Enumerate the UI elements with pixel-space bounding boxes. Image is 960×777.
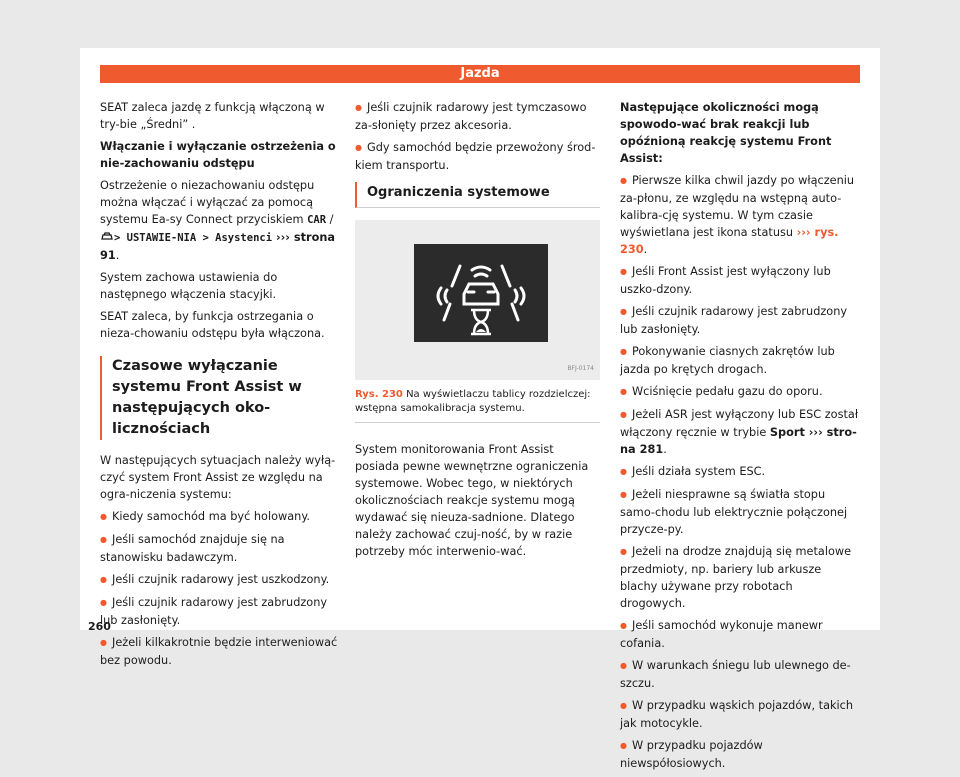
list-item: ● W przypadku wąskich pojazdów, takich jak motocykle. [620, 697, 860, 732]
settings-menu-icon [100, 231, 114, 241]
section-title-temporary-disable: Czasowe wyłączanie systemu Front Assist w następujących oko-licznościach [100, 356, 338, 440]
car-icon: CAR [307, 214, 327, 226]
intro-paragraph: SEAT zaleca jazdę z funkcją włączoną w try-bie „Średni” . [100, 101, 325, 131]
list-item: ● Jeśli samochód znajduje się na stanowisku badawczym. [100, 531, 338, 566]
dashboard-display [414, 244, 548, 342]
list-item: ● Gdy samochód będzie przewożony środ-kiem transportu. [355, 139, 600, 174]
list-item: ● Jeżeli na drodze znajdują się metalowe przedmioty, np. bariery lub arkusze blachy używane przy robotach drogowych. [620, 543, 860, 612]
list-item: ● Jeśli czujnik radarowy jest tymczasowo za-słonięty przez akcesoria. [355, 99, 600, 134]
list-item: ● Jeżeli ASR jest wyłączony lub ESC został włączony ręcznie w trybie Sport ››› stro-na 281. [620, 406, 860, 458]
list-item: ● Wciśnięcie pedału gazu do oporu. [620, 383, 860, 401]
sport-mode-link[interactable]: Sport ››› stro-na 281 [620, 426, 857, 456]
list-item: ● W przypadku pojazdów niewspółosiowych. [620, 737, 860, 772]
column-left [100, 99, 338, 674]
figure-caption: Rys. 230 Na wyświetlaczu tablicy rozdzielczej: wstępna samokalibracja systemu. [355, 388, 600, 423]
front-assist-calibration-icon [414, 244, 548, 342]
column-middle [355, 99, 600, 565]
column-right [620, 99, 860, 777]
list-item: ● Jeśli samochód wykonuje manewr cofania. [620, 617, 860, 652]
page-link[interactable]: ››› strona 91 [100, 231, 336, 262]
list-item: ● Jeżeli kilkakrotnie będzie interweniować bez powodu. [100, 634, 338, 669]
figure-code: BFJ-0174 [567, 365, 594, 372]
figure-230 [355, 220, 600, 380]
list-item: ● Pokonywanie ciasnych zakrętów lub jazda po krętych drogach. [620, 343, 860, 378]
settings-retained-paragraph: System zachowa ustawienia do następnego włączenia stacyjki. [100, 271, 278, 301]
section-intro: W następujących sytuacjach należy wyłą-czyć system Front Assist ze względu na ogra-niczenia systemu: [100, 454, 336, 501]
page-number: 260 [88, 620, 111, 633]
list-item: ● Jeśli czujnik radarowy jest zabrudzony lub zasłonięty. [620, 303, 860, 338]
figure-link[interactable]: ››› rys. 230 [620, 226, 839, 256]
limits-paragraph: System monitorowania Front Assist posiada pewne wewnętrzne ograniczenia systemowe. Wobec tego, w niektórych okolicznościach reakcje systemu mogą wydawać się nieuza-sadnione. Dlatego należy zachować czuj-ność, by w razie potrzeby móc interwenio-wać. [355, 443, 589, 558]
subheading-no-reaction: Następujące okoliczności mogą spowodo-wać brak reakcji lub opóźnioną reakcję systemu Front Assist: [620, 101, 832, 165]
manual-page [80, 48, 880, 770]
list-item: ● Jeśli czujnik radarowy jest zabrudzony lub zasłonięty. [100, 594, 338, 629]
section-title-system-limits: Ograniczenia systemowe [355, 182, 600, 208]
figure-label: Rys. 230 [355, 389, 403, 400]
list-item: ● Pierwsze kilka chwil jazdy po włączeniu za-płonu, ze względu na wstępną auto-kalibra-cję systemu. W tym czasie wyświetlana jest ikona statusu ››› rys. 230. [620, 172, 860, 258]
recommendation-paragraph: SEAT zaleca, by funkcja ostrzegania o nieza-chowaniu odstępu była włączona. [100, 310, 325, 340]
list-item: ● W warunkach śniegu lub ulewnego de-szczu. [620, 657, 860, 692]
list-item: ● Jeśli Front Assist jest wyłączony lub uszko-dzony. [620, 263, 860, 298]
list-item: ● Jeżeli niesprawne są światła stopu samo-chodu lub elektrycznie połączonej przycze-py. [620, 486, 860, 538]
list-item: ● Kiedy samochód ma być holowany. [100, 508, 338, 526]
menu-path: > USTAWIE-NIA > Asystenci [114, 232, 273, 244]
easy-connect-paragraph: Ostrzeżenie o niezachowaniu odstępu można włączać i wyłączać za pomocą systemu Ea-sy Connect przyciskiem CAR / > USTAWIE-NIA > Asystenci ››› strona 91. [100, 179, 336, 262]
subheading-distance-warning: Włączanie i wyłączanie ostrzeżenia o nie-zachowaniu odstępu [100, 140, 336, 170]
chapter-header: Jazda [100, 65, 860, 83]
list-item: ● Jeśli działa system ESC. [620, 463, 860, 481]
list-item: ● Jeśli czujnik radarowy jest uszkodzony. [100, 571, 338, 589]
